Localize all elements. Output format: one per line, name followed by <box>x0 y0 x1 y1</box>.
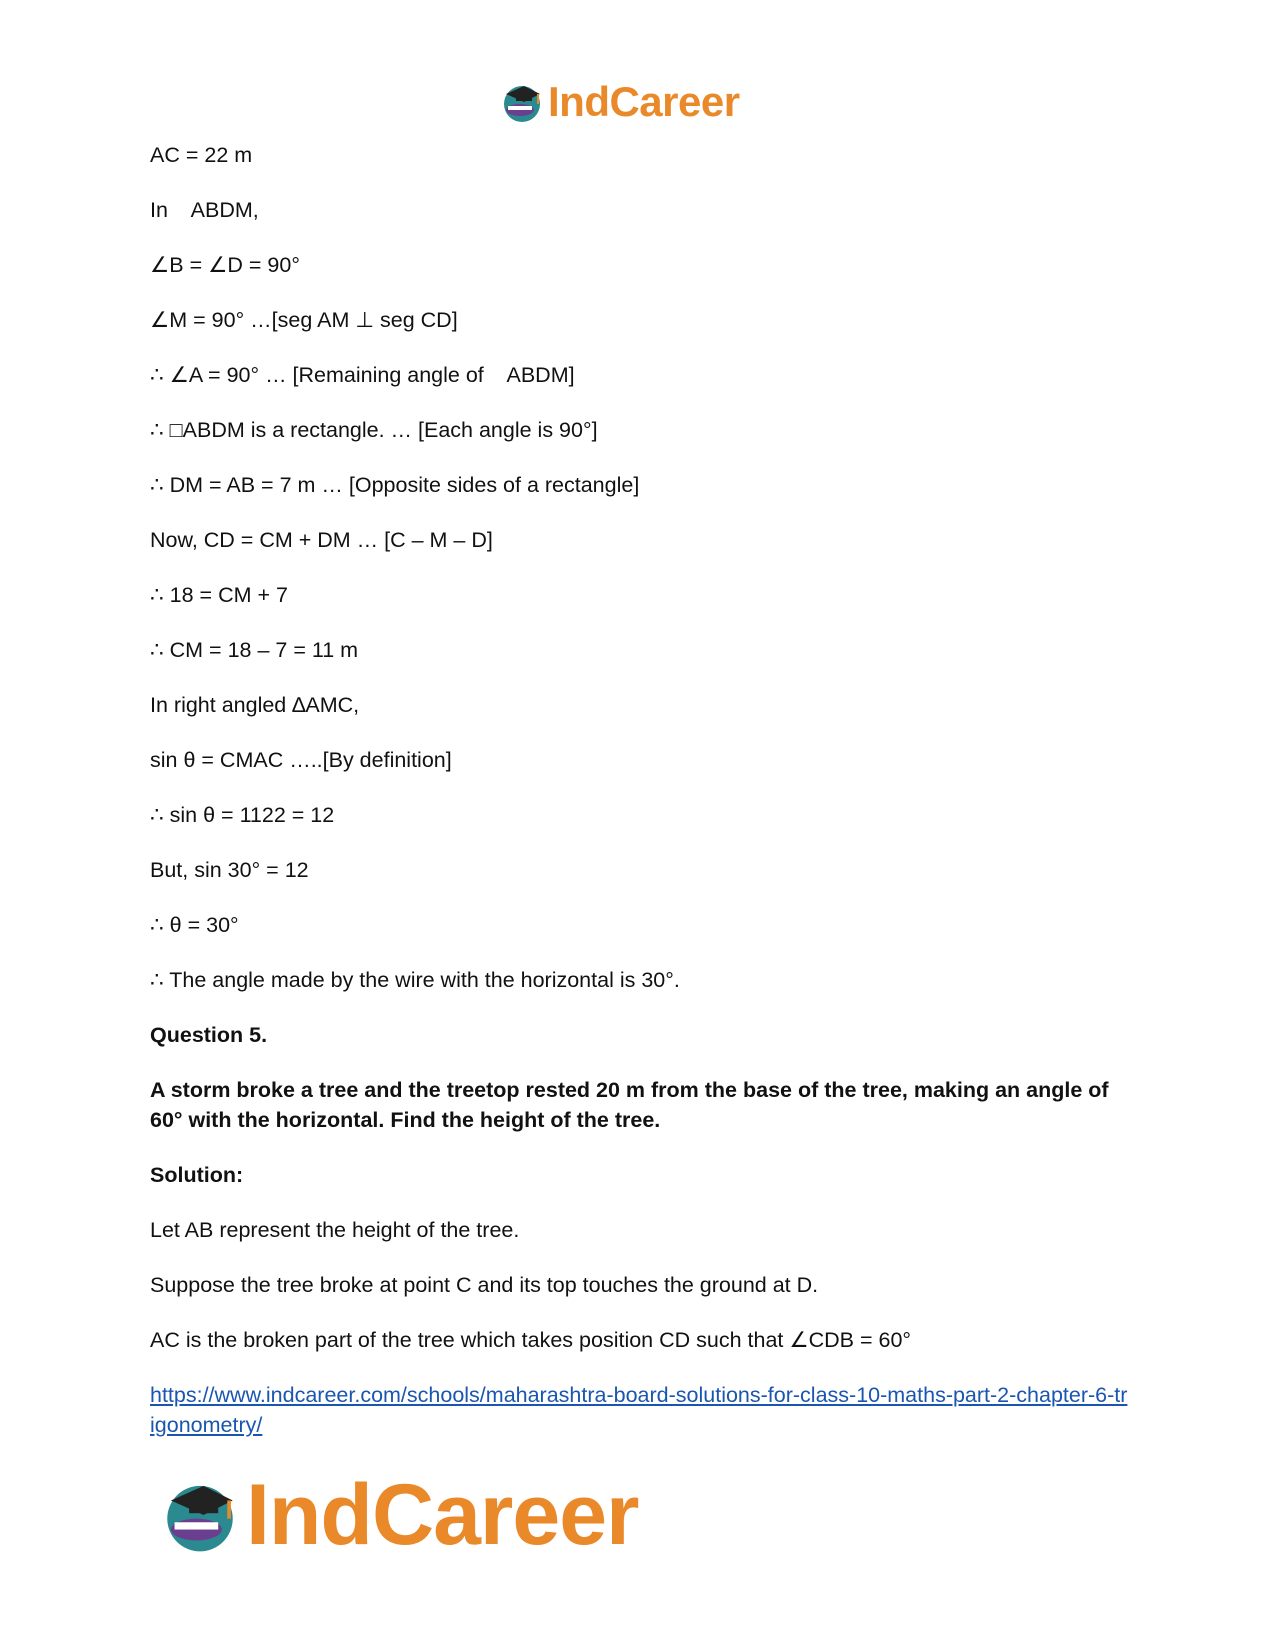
text-line: ∴ □ABDM is a rectangle. … [Each angle is 90°] <box>150 418 598 442</box>
solution-line: Suppose the tree broke at point C and its top touches the ground at D. <box>150 1273 819 1297</box>
footer-logo <box>160 1467 639 1563</box>
solution-heading: Solution: <box>150 1163 244 1187</box>
graduation-globe-icon <box>160 1475 240 1555</box>
graduation-globe-icon <box>500 80 544 124</box>
text-line: ∴ DM = AB = 7 m … [Opposite sides of a rectangle] <box>150 473 640 497</box>
text-line: ∴ The angle made by the wire with the horizontal is 30°. <box>150 968 680 992</box>
question-heading: Question 5. <box>150 1023 268 1047</box>
text-line: ∴ θ = 30° <box>150 913 239 937</box>
text-line: In right angled ∆AMC, <box>150 693 360 717</box>
text-line: ∴ CM = 18 – 7 = 11 m <box>150 638 359 662</box>
text-line: AC = 22 m <box>150 143 253 167</box>
text-line: Now, CD = CM + DM … [C – M – D] <box>150 528 493 552</box>
text-line: In ABDM, <box>150 198 259 222</box>
source-link[interactable]: https://www.indcareer.com/schools/maharashtra-board-solutions-for-class-10-maths-part-2-chapter-6-trigonometry/ <box>150 1383 1128 1437</box>
header-logo <box>500 78 740 126</box>
footer-logo-text: IndCareer <box>246 1467 639 1563</box>
text-line: sin θ = CMAC …..[By definition] <box>150 748 452 772</box>
text-line: ∠B = ∠D = 90° <box>150 253 300 277</box>
document-body <box>150 140 1130 1440</box>
text-line: ∠M = 90° …[seg AM ⊥ seg CD] <box>150 308 458 332</box>
text-line: ∴ 18 = CM + 7 <box>150 583 288 607</box>
solution-line: AC is the broken part of the tree which takes position CD such that ∠CDB = 60° <box>150 1328 912 1352</box>
header-logo-text: IndCareer <box>548 78 740 125</box>
question-text: A storm broke a tree and the treetop rested 20 m from the base of the tree, making an angle of 60° with the horizontal. Find the height of the tree. <box>150 1078 1115 1132</box>
text-line: ∴ sin θ = 1122 = 12 <box>150 803 335 827</box>
text-line: But, sin 30° = 12 <box>150 858 309 882</box>
solution-line: Let AB represent the height of the tree. <box>150 1218 520 1242</box>
text-line: ∴ ∠A = 90° … [Remaining angle of ABDM] <box>150 363 575 387</box>
